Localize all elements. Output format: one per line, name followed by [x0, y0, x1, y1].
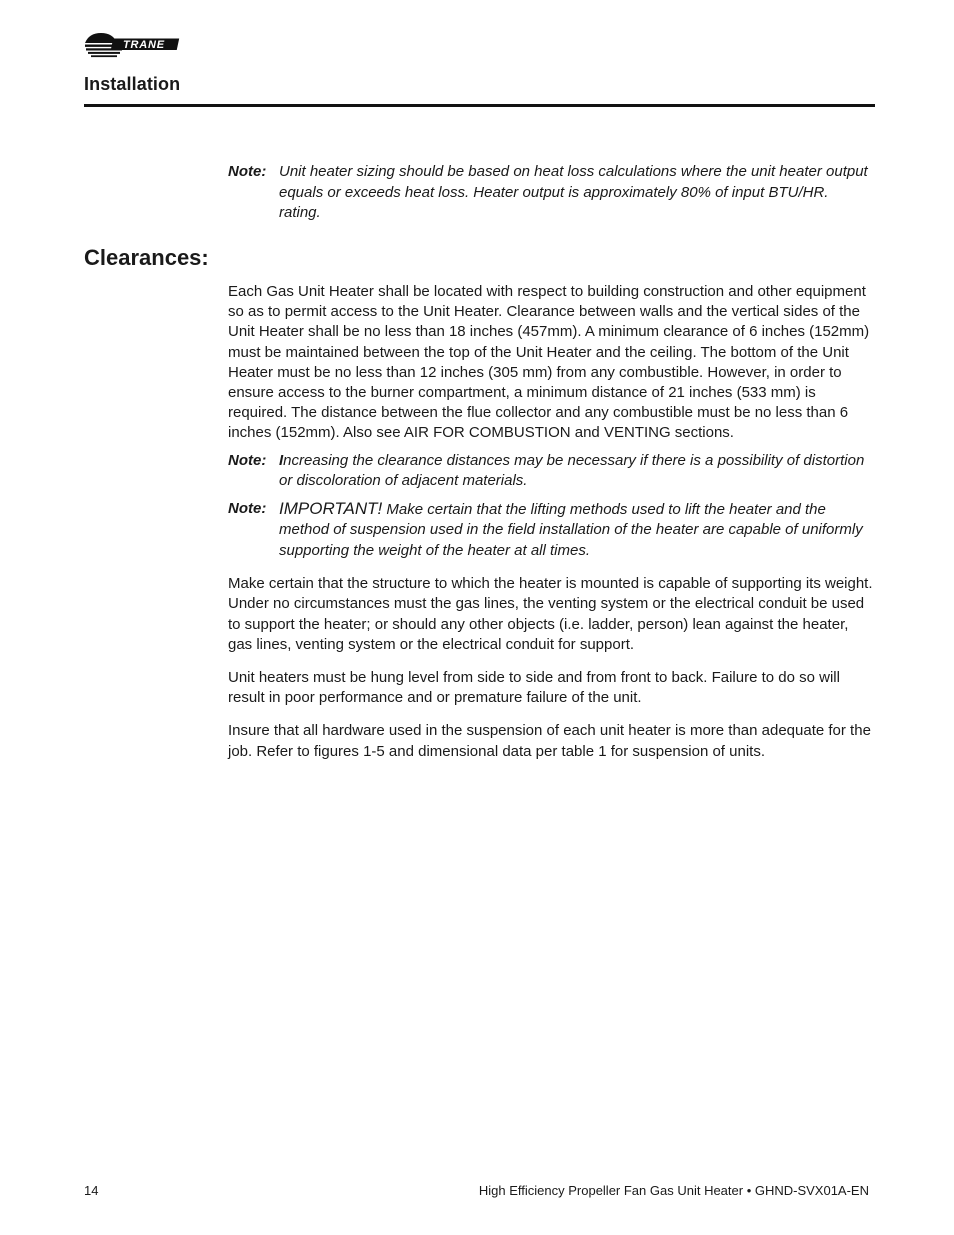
section-header: Installation [84, 74, 181, 94]
note-label: Note: [228, 451, 267, 469]
page-number: 14 [84, 1183, 99, 1198]
note-lead-letter: I [279, 451, 284, 469]
clearances-paragraph-2: Make certain that the structure to which the heater is mounted is capable of supporting its weight. Under no circumstances must the gas lines, the venting system or the electrical conduit be used to support the heater; or should any other objects (i.e. ladder, person) lean against the heater, gas lines, venting system or the electrical conduit for support. [228, 575, 873, 653]
note-text: Unit heater sizing should be based on heat loss calculations where the unit heater output equals or exceeds heat loss. Heater output is approximately 80% of input BTU/HR. rating. [279, 163, 868, 221]
note-text [279, 451, 873, 492]
clearance-note-2 [228, 499, 873, 562]
note-label: Note: [228, 163, 267, 180]
clearances-heading: Clearances: [84, 245, 209, 270]
intro-note [228, 162, 873, 224]
header-rule [84, 104, 875, 107]
note-body: Make certain that the lifting methods used to lift the heater and the method of suspension used in the field installation of the heater are capable of uniformly supporting the weight of the heater at all times. [279, 500, 863, 559]
clearances-body [228, 282, 873, 775]
trane-logo-wordmark: TRANE [123, 39, 165, 52]
clearances-paragraph-4: Insure that all hardware used in the suspension of each unit heater is more than adequate for the job. Refer to figures 1-5 and dimensional data per table 1 for suspension of units. [228, 722, 871, 760]
note-body: ncreasing the clearance distances may be necessary if there is a possibility of distortion or discoloration of adjacent materials. [279, 451, 865, 490]
clearance-note-1 [228, 451, 873, 492]
note-text [279, 499, 873, 562]
footer-doc-title: High Efficiency Propeller Fan Gas Unit Heater • GHND-SVX01A-EN [478, 1183, 869, 1198]
trane-logo [83, 30, 183, 62]
clearances-paragraph-1: Each Gas Unit Heater shall be located with respect to building construction and other equipment so as to permit access to the Unit Heater. Clearance between walls and the vertical sides of the Unit Heater shall be no less than 18 inches (457mm). A minimum clearance of 6 inches (152mm) must be maintained between the top of the Unit Heater and the ceiling. The bottom of the Unit Heater must be no less than 12 inches (305 mm) from any combustible. However, in order to ensure access to the burner compartment, a minimum distance of 21 inches (533 mm) is required. The distance between the flue collector and any combustible must be no less than 6 inches (152mm). Also see AIR FOR COMBUSTION and VENTING sections. [228, 283, 870, 442]
note-label: Note: [228, 499, 267, 517]
clearances-paragraph-3: Unit heaters must be hung level from side to side and from front to back. Failure to do so will result in poor performance and or premature failure of the unit. [228, 668, 840, 707]
important-label: IMPORTANT! [279, 498, 383, 518]
intro-note-block [228, 162, 873, 231]
